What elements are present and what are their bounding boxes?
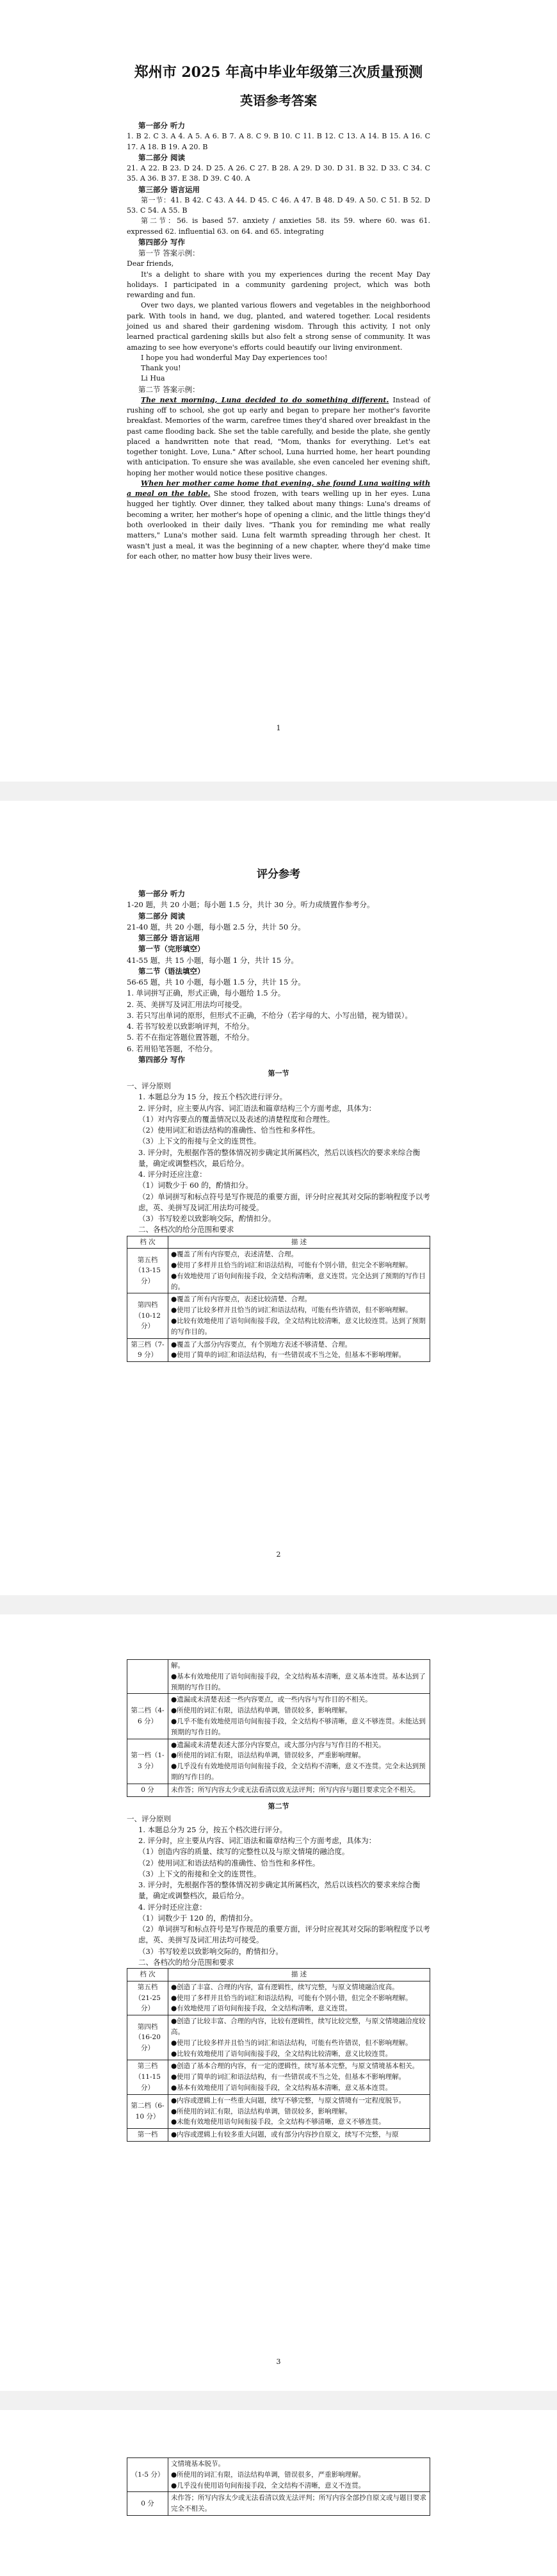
criterion-item: ●覆盖了所有内容要点，表述比较清楚、合理。 [171, 1295, 312, 1304]
part1-heading: 第一部分 听力 [138, 121, 186, 130]
criterion-item: ●内容或逻辑上有一些重大问题，续写不够完整，与原文情境有一定程度脱节。 [171, 2096, 406, 2104]
letter-greeting: Dear friends, [127, 259, 174, 268]
criterion-item: ●使用了比较多样并且恰当的词汇和语法结构，可能有些许错误，但不影响理解。 [171, 1306, 412, 1315]
part3-answers-1: 第一节：41. B 42. C 43. A 44. D 45. C 46. A 47. B 48. D 49. A 50. C 51. B 52. D 53. C 54. A 55. B [127, 195, 430, 215]
text-line: （1）词数少于 60 的，酌情扣分。 [138, 1181, 253, 1190]
criterion-item: ●使用了简单的词汇和语法结构，有一些错误或不当之处，但基本不影响理解。 [171, 1351, 406, 1359]
criterion-item: ●创造了比较丰富、合理的内容，比较有逻辑性，续写比较完整，与原文情境融洽度较高。 [171, 2017, 426, 2037]
text-line: 第一部分 听力 [138, 889, 186, 898]
text-line: 3. 若只写出单词的原形，但形式不正确，不给分（若字母的大、小写出错，视为错误）。 [127, 1010, 412, 1020]
section2-grade-table [127, 1968, 430, 2142]
criterion-item: 未作答；所写内容太少或无法看清以致无法评判；所写内容与题目要求完全不相关。 [171, 1785, 420, 1794]
page-number: 2 [276, 1550, 281, 1559]
text-line: （3）书写较差以致影响交际的，酌情扣分。 [138, 1946, 283, 1956]
grade-description [168, 1694, 430, 1739]
text-line: 2. 英、美拼写及词汇用法均可接受。 [127, 999, 247, 1009]
criterion-item: ●基本有效地使用了语句间衔接手段，全文结构基本清晰，意义基本连贯。 [171, 2084, 392, 2092]
table-row [127, 1660, 430, 1694]
table-row [127, 2060, 430, 2094]
answer-key [127, 62, 430, 562]
section2-rules [127, 1814, 430, 1969]
letter-signature: Li Hua [141, 374, 165, 383]
grade-level: （1-5 分） [127, 2458, 168, 2492]
criterion-item: ●使用了多样并且恰当的词汇和语法结构，可能有个别小错，但完全不影响理解。 [171, 1994, 412, 2002]
grade-level: 第二档（4-6 分） [127, 1694, 168, 1739]
grade-description [168, 1660, 430, 1694]
grade-level: 0 分 [127, 2492, 168, 2516]
text-line: 二、各档次的给分范围和要求 [138, 1957, 234, 1967]
grade-level: 第三档（11-15 分） [127, 2060, 168, 2094]
grade-description [168, 2060, 430, 2094]
grade-level: 第五档（13-15 分） [127, 1249, 168, 1293]
grade-description [168, 1981, 430, 2015]
table-header-level: 档 次 [127, 1969, 168, 1981]
part2-heading: 第二部分 阅读 [138, 152, 186, 162]
criterion-item: ●覆盖了所有内容要点，表述清楚、合理。 [171, 1251, 298, 1259]
page-number: 1 [276, 724, 281, 732]
story-p1-lead: The next morning, Luna decided to do something different. [141, 395, 389, 404]
grade-level: 第三档（7-9 分） [127, 1338, 168, 1362]
grade-description [168, 2492, 430, 2516]
grade-description [168, 2094, 430, 2128]
text-line: （1）对内容要点的覆盖情况以及表述的清楚程度和合理性。 [138, 1114, 335, 1124]
table-header-row [127, 1969, 430, 1981]
section1-grade-table [127, 1236, 430, 1363]
criterion-item: ●几乎不能有效地使用语句间衔接手段，全文结构不够清晰，意义不够连贯。未能达到预期的写作目的。 [171, 1717, 426, 1736]
text-line: 第三部分 语言运用 [138, 933, 200, 942]
sample2-label: 第二节 答案示例： [138, 384, 200, 394]
letter-paragraph-1: It's a delight to share with you my experiences during the recent May Day holidays. I participated in a community gardening project, which was both rewarding and fun. [127, 270, 430, 300]
story-p2-rest: She stood frozen, with tears welling up in her eyes. Luna hugged her tightly. Over dinner, they talked about many things: Luna's dreams of becoming a writer, her mother's hope of opening a clinic, and the little things they'd both overlooked in their daily lives. "Thank you for reminding me what really matters," Luna's mother said. Luna felt warmth spreading through her chest. It wasn't just a meal, it was the beginning of a new chapter, where they'd make time for each other, no matter how busy their lives were. [127, 489, 430, 561]
page-subtitle: 英语参考答案 [240, 93, 317, 108]
part1-answers: 1. B 2. C 3. A 4. A 5. A 6. B 7. A 8. C 9. B 10. C 11. B 12. C 13. A 14. B 15. A 16. C 17. A 18. B 19. A 20. B [127, 132, 430, 151]
criterion-item: ●所使用的词汇有限，语法结构单调，错误很多，严重影响理解。 [171, 2470, 366, 2479]
text-line: （3）上下文的衔接与全文的连贯性。 [138, 1136, 261, 1146]
letter-paragraph-3: I hope you had wonderful May Day experiences too! [141, 353, 328, 362]
part3-heading: 第三部分 语言运用 [138, 185, 200, 194]
criterion-item: ●所使用的词汇有限，语法结构单调，错误较多，严重影响理解。 [171, 1752, 366, 1760]
criterion-item: 未作答；所写内容太少或无法看清以致无法评判；所写内容全部抄自原文或与题目要求完全不相关。 [171, 2494, 426, 2513]
table-row [127, 2458, 430, 2492]
criterion-item: ●覆盖了大部分内容要点，有个别地方表述不够清楚、合理。 [171, 1340, 352, 1349]
grade-level: 第一档（1-3 分） [127, 1739, 168, 1784]
table-row [127, 1293, 430, 1338]
criterion-item: ●遗漏或未清楚表述大部分内容要点，或大部分内容与写作目的不相关。 [171, 1741, 385, 1749]
criterion-item: ●使用了比较多样并且恰当的词汇和语法结构，可能有些许错误，但不影响理解。 [171, 2039, 412, 2047]
table-row [127, 1249, 430, 1293]
text-line: 第四部分 写作 [138, 1054, 186, 1064]
text-line: 第二部分 阅读 [138, 911, 186, 921]
text-line: （2）单词拼写和标点符号是写作规范的重要方面，评分时应视其对交际的影响程度予以考虑，英、美拼写及词汇用法均可接受。 [138, 1924, 430, 1945]
page-3 [0, 1614, 557, 2391]
page-1 [0, 0, 557, 782]
text-line: 1. 本题总分为 25 分，按五个档次进行评分。 [138, 1825, 287, 1834]
grade-description [168, 2015, 430, 2060]
table-header-level: 档 次 [127, 1236, 168, 1249]
text-line: 第一节（完形填空） [138, 944, 205, 954]
criterion-item: ●有效地使用了语句间衔接手段，全文结构清晰，意义连贯。 [171, 2005, 352, 2013]
text-line: 6. 若用铅笔答题，不给分。 [127, 1044, 218, 1053]
text-line: 一、评分原则 [127, 1814, 171, 1823]
table-row [127, 1784, 430, 1796]
continued-table-body [127, 1660, 430, 1797]
scoring-end [127, 2457, 430, 2516]
scoring-lines [127, 889, 430, 1065]
criterion-item: ●内容或逻辑上有较多重大问题，或有部分内容抄自原文，续写不完整，与原 [171, 2131, 399, 2139]
text-line: 1-20 题，共 20 小题；每小题 1.5 分，共计 30 分。听力成绩置作参考分。 [127, 900, 375, 910]
criterion-item: ●有效地使用了语句间衔接手段，全文结构清晰，意义连贯。完全达到了预期的写作目的。 [171, 1272, 426, 1291]
text-line: 21-40 题，共 20 小题，每小题 2.5 分，共计 50 分。 [127, 922, 305, 931]
grade-level: 第一档 [127, 2129, 168, 2142]
part2-answers: 21. A 22. B 23. D 24. D 25. A 26. C 27. B 28. A 29. D 30. D 31. B 32. D 33. C 34. C 35. A 36. B 37. E 38. D 39. C 40. A [127, 164, 430, 183]
text-line: 3. 评分时，先根据作答的整体情况初步确定其所属档次，然后以该档次的要求来综合衡量，确定或调整档次，最后给分。 [138, 1147, 421, 1168]
sample1-label: 第一节 答案示例： [138, 249, 200, 258]
table-row [127, 1694, 430, 1739]
section1-title: 第一节 [268, 1069, 289, 1078]
criterion-item: ●使用了多样并且恰当的词汇和语法结构，可能有个别小错，但完全不影响理解。 [171, 1261, 412, 1270]
text-line: 2. 评分时，应主要从内容、词汇语法和篇章结构三个方面考虑，具体为： [138, 1103, 376, 1113]
table-row [127, 2015, 430, 2060]
text-line: 2. 评分时，应主要从内容、词汇语法和篇章结构三个方面考虑，具体为： [138, 1836, 376, 1846]
criterion-item: ●基本有效地使用了语句间衔接手段，全文结构基本清晰，意义基本连贯。基本达到了预期的写作目的。 [171, 1672, 426, 1691]
criterion-item: ●几乎没有有效地使用语句间衔接手段，全文结构不清晰，意义不连贯。完全未达到预期的写作目的。 [171, 1762, 426, 1781]
table-row [127, 2094, 430, 2128]
table-row [127, 1338, 430, 1362]
criterion-item: ●创造了丰富、合理的内容，富有逻辑性，续写完整，与原文情境融洽度高。 [171, 1983, 399, 1991]
grade-description [168, 1293, 430, 1338]
grade-description [168, 1784, 430, 1796]
text-line: （2）单词拼写和标点符号是写作规范的重要方面，评分时应视其对交际的影响程度予以考虑，英、美拼写及词汇用法均可接受。 [138, 1192, 430, 1212]
text-line: （1）创造内容的质量、续写的完整性以及与原文情境的融洽度。 [138, 1847, 350, 1857]
criterion-item: ●比较有效地使用了语句间衔接手段，全文结构比较清晰，意义比较连贯。达到了预期的写作目的。 [171, 1317, 426, 1336]
grade-level: 第四档（16-20 分） [127, 2015, 168, 2060]
page-4 [0, 2410, 557, 2576]
text-line: 56-65 题，共 10 小题，每小题 1.5 分，共计 15 分。 [127, 978, 305, 987]
criterion-item: 文情境基本脱节。 [171, 2460, 225, 2468]
page-number: 3 [276, 2358, 281, 2366]
grade-level: 第四档（10-12 分） [127, 1293, 168, 1338]
text-line: （2）使用词汇和语法结构的准确性、恰当性和多样性。 [138, 1126, 320, 1135]
text-line: （1）词数少于 120 的，酌情扣分。 [138, 1913, 258, 1923]
criterion-item: ●未能有效地使用语句间衔接手段，全文结构不够清晰，意义不够连贯。 [171, 2118, 385, 2126]
section1-grade-table-continued [127, 1659, 430, 1797]
text-line: 4. 评分时还应注意： [138, 1902, 207, 1912]
text-line: 41-55 题，共 15 小题，每小题 1 分，共计 15 分。 [127, 955, 298, 965]
grade-level: 第五档（21-25 分） [127, 1981, 168, 2015]
grade-description [168, 1338, 430, 1362]
text-line: （2）使用词汇和语法结构的准确性、恰当性和多样性。 [138, 1858, 320, 1867]
letter-closing: Thank you! [141, 364, 181, 373]
criterion-item: ●使用了简单的词汇和语法结构，有一些错误或不当之处，但基本不影响理解。 [171, 2073, 406, 2081]
grade-description [168, 1249, 430, 1293]
table-row [127, 1981, 430, 2015]
criterion-item: ●几乎没有使用语句间衔接手段，全文结构不清晰，意义不连贯。 [171, 2481, 366, 2490]
table-header-row [127, 1236, 430, 1249]
section2-grade-table-continued [127, 2457, 430, 2516]
criterion-item: ●遗漏或未清楚表述一些内容要点，或一些内容与写作目的不相关。 [171, 1696, 372, 1704]
page-2 [0, 801, 557, 1595]
text-line: 1. 单词拼写正确，形式正确，每小题给 1.5 分。 [127, 989, 286, 998]
criterion-item: ●所使用的词汇有限，语法结构单调，错误较多，影响理解。 [171, 1707, 352, 1715]
story-p1-rest: Instead of rushing off to school, she got up early and began to prepare her mother's favorite breakfast. Memories of the warm, carefree times they'd shared over breakfast in the past came flooding back. She set the table carefully, and beside the plate, she gently placed a handwritten note that read, "Mom, thanks for everything. Let's eat together tonight. Love, Luna." After school, Luna hurried home, her heart pounding with anticipation. To ensure she was available, she even canceled her evening shift, hoping her mother would notice these positive changes. [127, 395, 430, 477]
table-row [127, 2129, 430, 2142]
page4-table-body [127, 2458, 430, 2516]
grade-description [168, 1739, 430, 1784]
grade-description [168, 2129, 430, 2142]
text-line: 1. 本题总分为 15 分，按五个档次进行评分。 [138, 1092, 287, 1102]
scoring-continued [127, 1659, 430, 2142]
text-line: （3）上下文的衔接和全文的连贯性。 [138, 1869, 261, 1878]
text-line: 一、评分原则 [127, 1081, 171, 1090]
text-line: 5. 若不在指定答题位置答题，不给分。 [127, 1033, 254, 1042]
letter-paragraph-2: Over two days, we planted various flowers and vegetables in the neighborhood park. With tools in hand, we dug, planted, and watered together. Local residents joined us and shared their gardening wisdom. Through this activity, I not only learned practical gardening skills but also felt a strong sense of community. It was amazing to see how everyone's efforts could beautify our living environment. [127, 301, 430, 352]
text-line: 第二节（语法填空） [138, 966, 205, 976]
story-p2-lead: When her mother came home that evening, she found Luna waiting with a meal on the table. [127, 479, 430, 498]
section1-table-body [127, 1249, 430, 1362]
table-header-description: 描 述 [168, 1969, 430, 1981]
scoring-reference [127, 865, 430, 1362]
page-title: 郑州市 2025 年高中毕业年级第三次质量预测 [134, 64, 423, 81]
table-row [127, 1739, 430, 1784]
text-line: 3. 评分时，先根据作答的整体情况初步确定其所属档次，然后以该档次的要求来综合衡量，确定或调整档次，最后给分。 [138, 1880, 421, 1901]
grade-level [127, 1660, 168, 1694]
table-header-description: 描 述 [168, 1236, 430, 1249]
criterion-item: 解。 [171, 1662, 184, 1669]
section1-rules [127, 1081, 430, 1236]
grade-description [168, 2458, 430, 2492]
table-row [127, 2492, 430, 2516]
scoring-title: 评分参考 [257, 868, 300, 881]
section2-table-body [127, 1981, 430, 2141]
text-line: （3）书写较差以致影响交际，酌情扣分。 [138, 1214, 276, 1223]
part4-heading: 第四部分 写作 [138, 237, 186, 247]
text-line: 4. 评分时还应注意： [138, 1170, 207, 1179]
text-line: 二、各档次的给分范围和要求 [138, 1225, 234, 1235]
grade-level: 0 分 [127, 1784, 168, 1796]
criterion-item: ●创造了基本合理的内容，有一定的逻辑性，续写基本完整，与原文情境基本相关。 [171, 2062, 419, 2071]
part3-answers-2: 第二节：56. is based 57. anxiety / anxieties 58. its 59. where 60. was 61. expressed 62. influential 63. on 64. and 65. integrating [127, 217, 430, 236]
text-line: 4. 若书写较差以致影响评判，不给分。 [127, 1022, 254, 1031]
section2-title: 第二节 [268, 1801, 289, 1810]
story-paragraph-1 [127, 395, 430, 479]
criterion-item: ●所使用的词汇有限，语法结构单调，错误较多，影响理解。 [171, 2107, 352, 2115]
grade-level: 第二档（6-10 分） [127, 2094, 168, 2128]
story-paragraph-2 [127, 479, 430, 562]
criterion-item: ●比较有效地使用了语句间衔接手段，全文结构比较清晰，意义比较连贯。 [171, 2049, 392, 2058]
